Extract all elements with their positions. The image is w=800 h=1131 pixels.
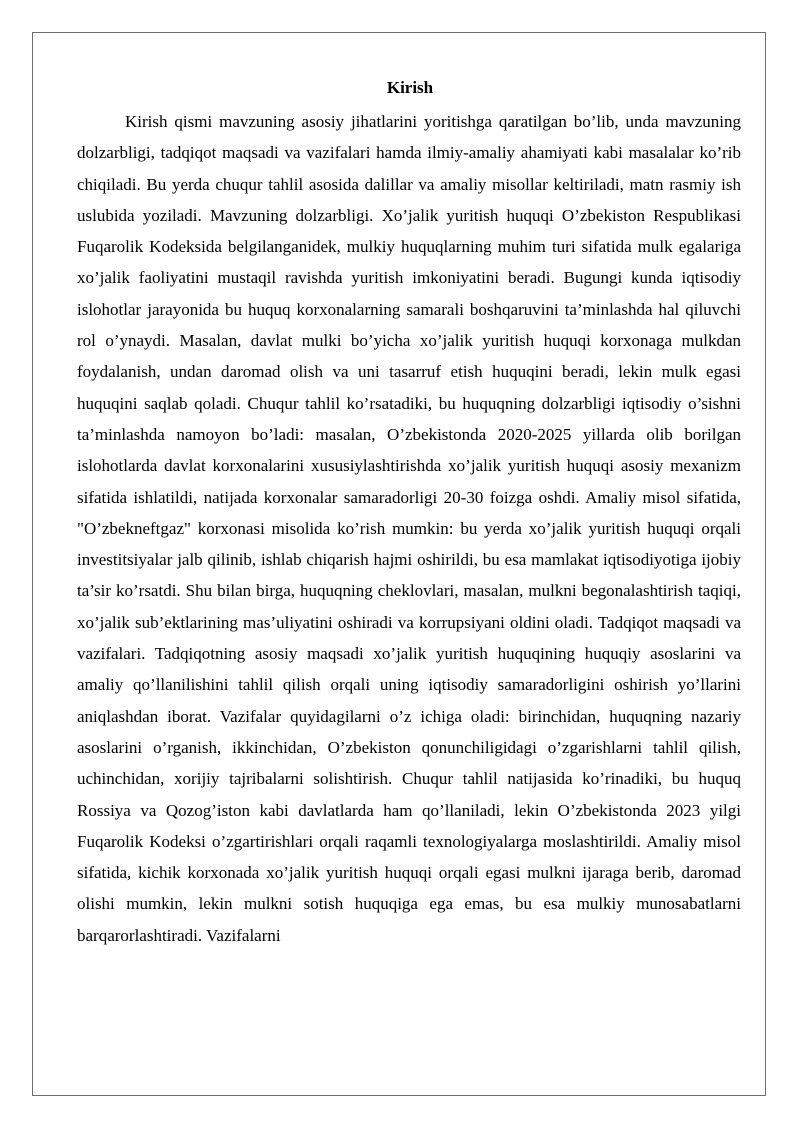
section-heading: Kirish: [386, 78, 434, 97]
body-paragraph: Kirish qismi mavzuning asosiy jihatlarini yoritishga qaratilgan bo’lib, unda mavzuning dolzarbligi, tadqiqot maqsadi va vazifalari hamda ilmiy-amaliy ahamiyati kabi masalalar ko’rib chiqiladi. Bu yerda chuqur tahlil asosida dalillar va amaliy misollar keltiriladi, matn rasmiy ish uslubida yoziladi. Mavzuning dolzarbligi. Xo’jalik yuritish huquqi O’zbekiston Respublikasi Fuqarolik Kodeksida belgilanganidek, mulkiy huquqlarning muhim turi sifatida mulk egalariga xo’jalik faoliyatini mustaqil ravishda yuritish imkoniyatini beradi. Bugungi kunda iqtisodiy islohotlar jarayonida bu huquq korxonalarning samarali boshqaruvini ta’minlashda hal qiluvchi rol o’ynaydi. Masalan, davlat mulki bo’yicha xo’jalik yuritish huquqi korxonaga mulkdan foydalanish, undan daromad olish va uni tasarruf etish huquqini beradi, lekin mulk egasi huquqini saqlab qoladi. Chuqur tahlil ko’rsatadiki, bu huquqning dolzarbligi iqtisodiy o’sishni ta’minlashda namoyon bo’ladi: masalan, O’zbekistonda 2020-2025 yillarda olib borilgan islohotlarda davlat korxonalarini xususiylashtirishda xo’jalik yuritish huquqi asosiy mexanizm sifatida ishlatildi, natijada korxonalar samaradorligi 20-30 foizga oshdi. Amaliy misol sifatida, "O’zbekneftgaz" korxonasi misolida ko’rish mumkin: bu yerda xo’jalik yuritish huquqi orqali investitsiyalar jalb qilinib, ishlab chiqarish hajmi oshirildi, bu esa mamlakat iqtisodiyotiga ijobiy ta’sir ko’rsatdi. Shu bilan birga, huquqning cheklovlari, masalan, mulkni begonalashtirish taqiqi, xo’jalik sub’ektlarining mas’uliyatini oshiradi va korrupsiyani oldini oladi. Tadqiqot maqsadi va vazifalari. Tadqiqotning asosiy maqsadi xo’jalik yuritish huquqining huquqiy asoslarini va amaliy qo’llanilishini tahlil qilish orqali uning iqtisodiy samaradorligini oshirish yo’llarini aniqlashdan iborat. Vazifalar quyidagilarni o’z ichiga oladi: birinchidan, huquqning nazariy asoslarini o’rganish, ikkinchidan, O’zbekiston qonunchiligidagi o’zgarishlarni tahlil qilish, uchinchidan, xorijiy tajribalarni solishtirish. Chuqur tahlil natijasida ko’rinadiki, bu huquq Rossiya va Qozog’iston kabi davlatlarda ham qo’llaniladi, lekin O’zbekistonda 2023 yilgi Fuqarolik Kodeksi o’zgartirishlari orqali raqamli texnologiyalarga moslashtirildi. Amaliy misol sifatida, kichik korxonada xo’jalik yuritish huquqi orqali egasi mulkni ijaraga berib, daromad olishi mumkin, lekin mulkni sotish huquqiga ega emas, bu esa mulkiy munosabatlarni barqarorlashtiradi. Vazifalarni: [77, 112, 741, 945]
